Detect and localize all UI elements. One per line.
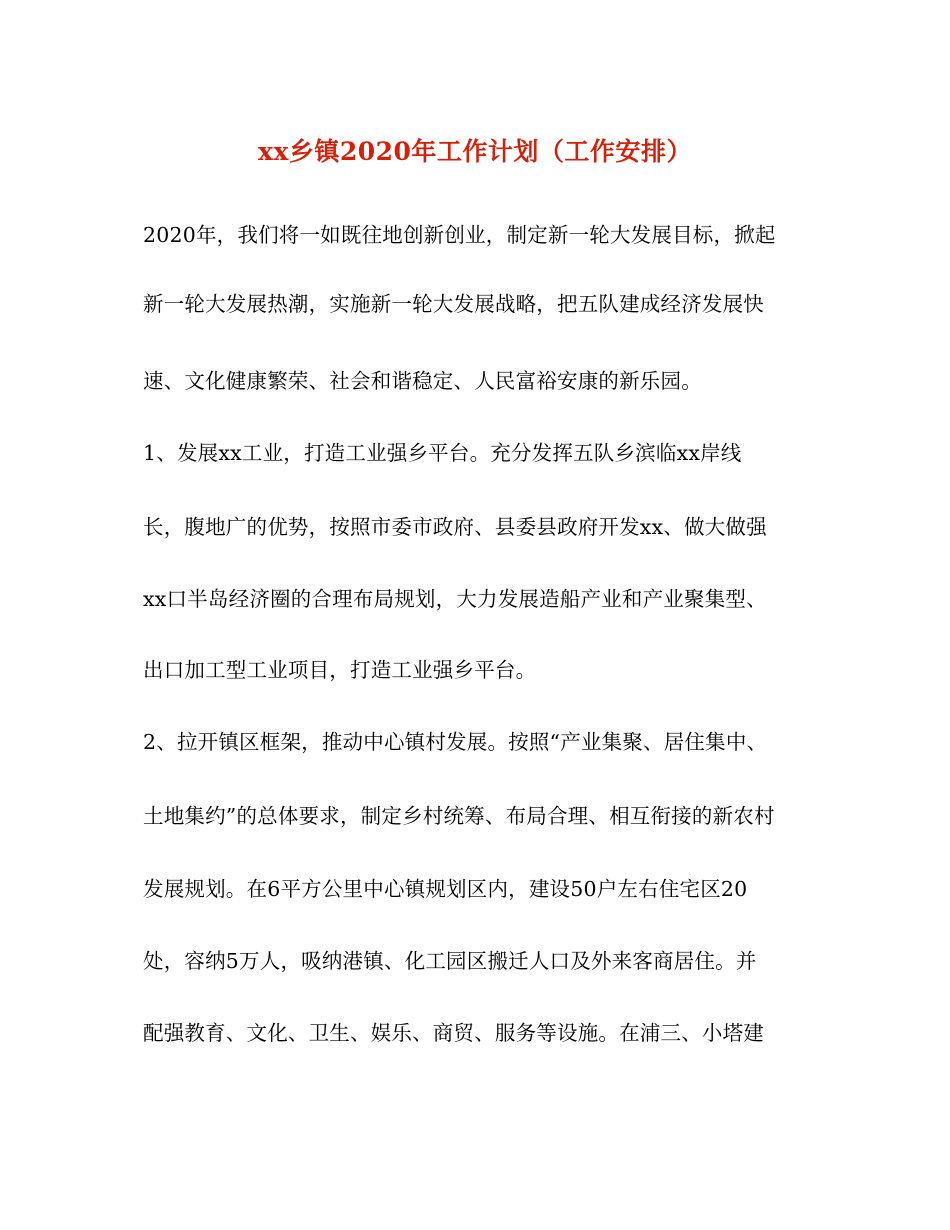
body-line: 发展规划。在6平方公里中心镇规划区内，建设50户左右住宅区20 bbox=[143, 877, 748, 901]
body-line: 2020年，我们将一如既往地创新创业，制定新一轮大发展目标，掀起 bbox=[143, 223, 776, 247]
body-line: 速、文化健康繁荣、社会和谐稳定、人民富裕安康的新乐园。 bbox=[143, 369, 702, 393]
body-line: 土地集约”的总体要求，制定乡村统筹、布局合理、相互衔接的新农村 bbox=[143, 804, 775, 828]
body-line: 配强教育、文化、卫生、娱乐、商贸、服务等设施。在浦三、小塔建 bbox=[143, 1021, 764, 1045]
body-line: 处，容纳5万人，吸纳港镇、化工园区搬迁人口及外来客商居住。并 bbox=[143, 949, 757, 973]
body-line: 1、发展xx工业，打造工业强乡平台。充分发挥五队乡滨临xx岸线 bbox=[143, 441, 742, 465]
body-line: xx口半岛经济圈的合理布局规划，大力发展造船产业和产业聚集型、 bbox=[143, 587, 767, 611]
body-line: 2、拉开镇区框架，推动中心镇村发展。按照“产业集聚、居住集中、 bbox=[143, 730, 768, 754]
document-title: xx乡镇2020年工作计划（工作安排） bbox=[258, 137, 692, 166]
body-line: 出口加工型工业项目，打造工业强乡平台。 bbox=[143, 658, 537, 682]
body-line: 新一轮大发展热潮，实施新一轮大发展战略，把五队建成经济发展快 bbox=[143, 292, 764, 316]
body-line: 长，腹地广的优势，按照市委市政府、县委县政府开发xx、做大做强 bbox=[143, 515, 767, 539]
